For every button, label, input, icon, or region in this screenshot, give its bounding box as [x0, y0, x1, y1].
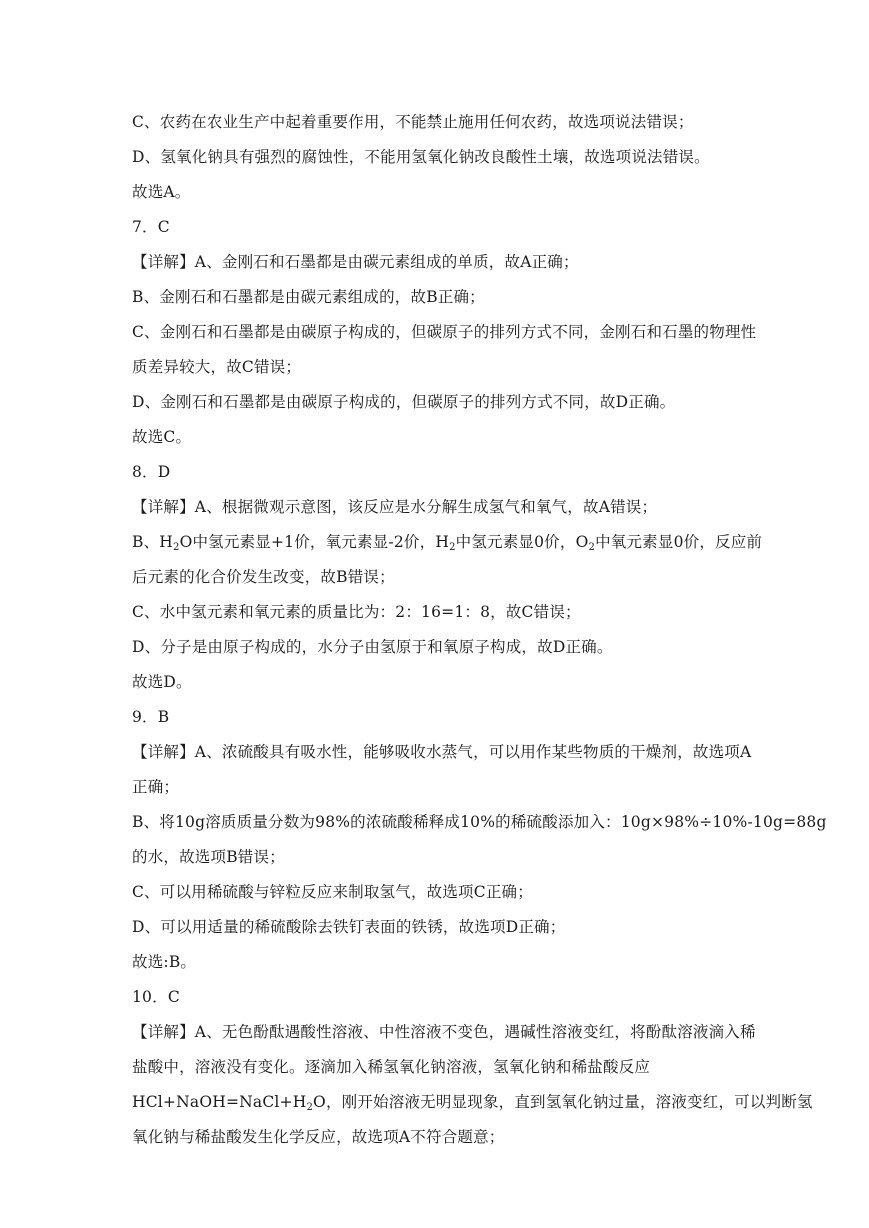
text-line: 的水，故选项B错误；	[132, 848, 285, 866]
text-line: 故选:B。	[132, 953, 197, 971]
text-line: 氧化钠与稀盐酸发生化学反应，故选项A不符合题意；	[132, 1128, 505, 1146]
text-line: 【详解】A、根据微观示意图，该反应是水分解生成氢气和氧气，故A错误；	[132, 498, 658, 516]
question-number: 8．D	[132, 463, 171, 481]
text-line: $HCl+NaOH=NaCl+H_2O$，刚开始溶液无明显现象，直到氢氧化钠过量，溶液变红，可以判断氢	[132, 1093, 813, 1113]
text-line: C、农药在农业生产中起着重要作用，不能禁止施用任何农药，故选项说法错误；	[132, 113, 694, 131]
text-line: C、金刚石和石墨都是由碳原子构成的，但碳原子的排列方式不同，金刚石和石墨的物理性	[132, 323, 757, 341]
text-line: B、金刚石和石墨都是由碳元素组成的，故B正确；	[132, 288, 485, 306]
text-line: B、$H_2O$中氢元素显+1价，氧元素显-2价，$H_2$中氢元素显0价，$O_2$中氧元素显0价，反应前	[132, 533, 763, 553]
text-line: 盐酸中，溶液没有变化。逐滴加入稀氢氧化钠溶液，氢氧化钠和稀盐酸反应	[132, 1058, 651, 1076]
text-line: 【详解】A、浓硫酸具有吸水性，能够吸收水蒸气，可以用作某些物质的干燥剂，故选项A	[132, 743, 752, 761]
text-line: D、分子是由原子构成的，水分子由氢原于和氧原子构成，故D正确。	[132, 638, 613, 656]
text-line: C、可以用稀硫酸与锌粒反应来制取氢气，故选项C正确；	[132, 883, 533, 901]
text-line: 后元素的化合价发生改变，故B错误；	[132, 568, 395, 586]
question-number: 9．B	[132, 708, 170, 726]
text-line: 正确；	[132, 778, 180, 796]
question-number: 10．C	[132, 988, 180, 1006]
text-line: D、可以用适量的稀硫酸除去铁钉表面的铁锈，故选项D正确；	[132, 918, 566, 936]
text-line: 故选C。	[132, 428, 192, 446]
text-line: 质差异较大，故C错误；	[132, 358, 302, 376]
text-line: B、将10g溶质质量分数为98%的浓硫酸稀释成10%的稀硫酸添加入：10g×98%÷10%-10g=88g	[132, 813, 827, 831]
question-number: 7．C	[132, 218, 170, 236]
text-line: 【详解】A、无色酚酞遇酸性溶液、中性溶液不变色，遇碱性溶液变红，将酚酞溶液滴入稀	[132, 1023, 756, 1041]
text-line: 故选D。	[132, 673, 192, 691]
text-line: C、水中氢元素和氧元素的质量比为：2：16=1：8，故C错误；	[132, 603, 581, 621]
text-line: D、氢氧化钠具有强烈的腐蚀性，不能用氢氧化钠改良酸性土壤，故选项说法错误。	[132, 148, 710, 166]
text-line: 故选A。	[132, 183, 191, 201]
text-line: D、金刚石和石墨都是由碳原子构成的，但碳原子的排列方式不同，故D正确。	[132, 393, 676, 411]
text-line: 【详解】A、金刚石和石墨都是由碳元素组成的单质，故A正确；	[132, 253, 579, 271]
